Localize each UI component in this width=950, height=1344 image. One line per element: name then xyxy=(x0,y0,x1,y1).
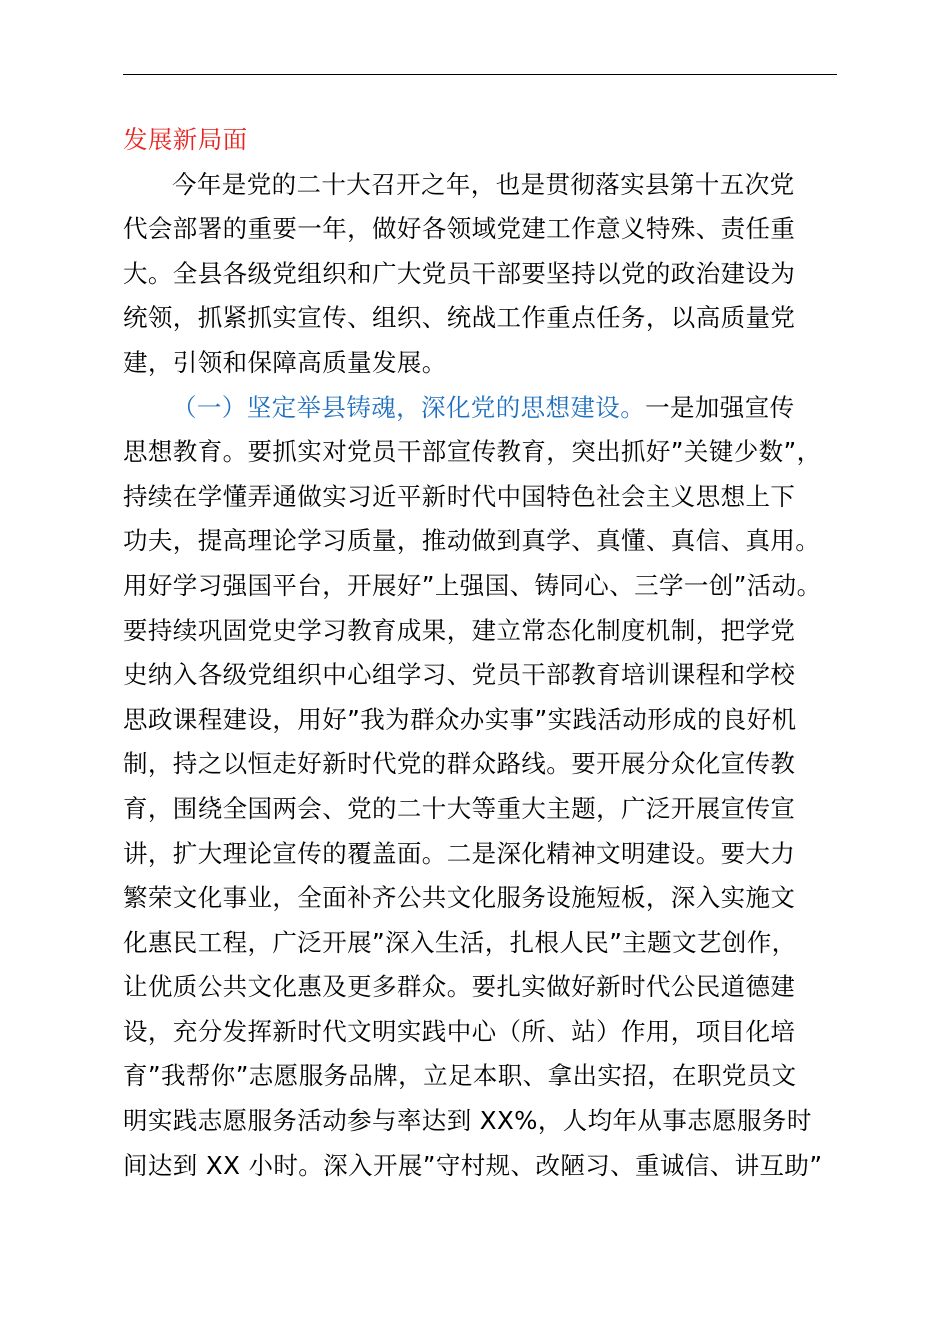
subsection-heading: （一）坚定举县铸魂，深化党的思想建设。 xyxy=(172,392,646,422)
paragraph-line: 化惠民工程，广泛开展”深入生活，扎根人民”主题文艺创作， xyxy=(123,927,797,957)
section-heading: 发展新局面 xyxy=(123,125,248,154)
paragraph-line: 繁荣文化事业，全面补齐公共文化服务设施短板，深入实施文 xyxy=(123,883,796,913)
header-rule xyxy=(123,74,837,75)
paragraph-line: 代会部署的重要一年，做好各领域党建工作意义特殊、责任重 xyxy=(123,214,796,244)
intro-paragraph xyxy=(123,163,839,386)
paragraph-line: 建，引领和保障高质量发展。 xyxy=(123,347,447,377)
paragraph-line: 讲，扩大理论宣传的覆盖面。二是深化精神文明建设。要大力 xyxy=(123,838,796,868)
paragraph-line: 制，持之以恒走好新时代党的群众路线。要开展分众化宣传教 xyxy=(123,749,796,779)
paragraph-line: 育”我帮你”志愿服务品牌，立足本职、拿出实招，在职党员文 xyxy=(123,1061,797,1091)
paragraph-line: 统领，抓紧抓实宣传、组织、统战工作重点任务，以高质量党 xyxy=(123,303,796,333)
document-body xyxy=(123,118,839,1188)
subsection-paragraph xyxy=(123,386,839,1189)
subsection-first-line-text: 一是加强宣传 xyxy=(645,392,795,422)
paragraph-line: 明实践志愿服务活动参与率达到 XX%，人均年从事志愿服务时 xyxy=(123,1106,812,1136)
paragraph-line: 功夫，提高理论学习质量，推动做到真学、真懂、真信、真用。 xyxy=(123,526,821,556)
subsection-first-line xyxy=(123,386,839,431)
paragraph-line: 要持续巩固党史学习教育成果，建立常态化制度机制，把学党 xyxy=(123,615,796,645)
paragraph-line: 育，围绕全国两会、党的二十大等重大主题，广泛开展宣传宣 xyxy=(123,793,796,823)
paragraph-line: 史纳入各级党组织中心组学习、党员干部教育培训课程和学校 xyxy=(123,660,796,690)
paragraph-line: 今年是党的二十大召开之年，也是贯彻落实县第十五次党 xyxy=(172,169,795,199)
paragraph-line: 让优质公共文化惠及更多群众。要扎实做好新时代公民道德建 xyxy=(123,972,796,1002)
paragraph-line: 设，充分发挥新时代文明实践中心（所、站）作用，项目化培 xyxy=(123,1016,796,1046)
paragraph-line: 大。全县各级党组织和广大党员干部要坚持以党的政治建设为 xyxy=(123,258,796,288)
paragraph-line: 思想教育。要抓实对党员干部宣传教育，突出抓好”关键少数”， xyxy=(123,437,822,467)
paragraph-line: 用好学习强国平台，开展好”上强国、铸同心、三学一创”活动。 xyxy=(123,570,822,600)
paragraph-line: 间达到 XX 小时。深入开展”守村规、改陋习、重诚信、讲互助” xyxy=(123,1150,823,1180)
paragraph-line: 思政课程建设，用好”我为群众办实事”实践活动形成的良好机 xyxy=(123,704,797,734)
paragraph-line: 持续在学懂弄通做实习近平新时代中国特色社会主义思想上下 xyxy=(123,481,796,511)
